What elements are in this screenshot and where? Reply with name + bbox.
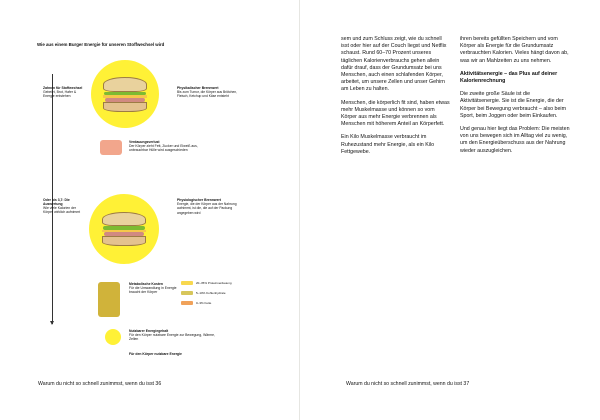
paragraph: ihren bereits gefüllten Speichern und vom Körper als Energie für die Grundumsatz verbrauchten Kalorien. Vieles hängt davon ab, was wir an Mahlzeiten zu uns nehmen. xyxy=(460,36,569,64)
infographic-title: Wie aus einem Burger Energie für unseren Stoffwechsel wird xyxy=(37,42,165,47)
energy-icon xyxy=(105,329,121,345)
fat-bar: 0–3% Fette xyxy=(181,301,211,305)
right-column-1 xyxy=(341,36,451,162)
digestion-icon xyxy=(100,140,122,155)
carbohydrate-bar: 5–10% Kohlenhydrate xyxy=(181,291,226,295)
right-book-page xyxy=(300,0,600,420)
stage-5-label: Nutzbarer Energiegehalt Für den Körper nutzbare Energie zur Bewegung, Wärme, Zellen xyxy=(129,329,215,341)
burger-energy-infographic xyxy=(33,32,253,362)
right-page-footer: Warum du nicht so schnell zunimmst, wenn du isst 37 xyxy=(346,381,470,387)
stage-3-callout: Physiologischer Brennwert Energie, die der Körper aus der Nahrung aufnimmt, ist die, die auf der Packung angegeben wird xyxy=(177,198,237,215)
stage-4-label: Metabolische Kosten Für die Umwandlung in Energie braucht der Körper xyxy=(129,282,177,294)
protein-bar: 20–35% Proteinverdauung xyxy=(181,281,232,285)
paragraph: sem und zum Schluss zeigt, wie du schnell isst oder hier auf der Couch liegst und Netflix schaust. Rund 60–70 Prozent unseres täglichen Kalorienverbrauchs gehen allein dafür drauf, dass der Grundumsatz bei uns Menschen, auch einen schlafenden Körper, arbeitet, um unsere Zellen und unser Gehirn am Leben zu halten. xyxy=(341,36,447,93)
stage-2-label: Verdauungsverlust Der Körper zieht Fett, Zucker und Eiweiß aus, unbrauchbar Hülle wird ausgeschieden xyxy=(129,140,198,152)
left-page-footer: Warum du nicht so schnell zunimmst, wenn du isst 36 xyxy=(38,381,162,387)
paragraph: Und genau hier liegt das Problem: Die meisten von uns bewegen sich im Alltag viel zu wenig, um den Energieüberschuss aus der Nahrung wieder auszugleichen. xyxy=(460,126,570,154)
stage-1-label: Zahnen für Stoffwechsel Gebeizt, Brot, Hafer & Energie entstehen xyxy=(43,86,83,98)
main-burger-illustration xyxy=(103,77,147,112)
paragraph: Ein Kilo Muskelmasse verbraucht im Ruhezustand mehr Energie, als ein Kilo Fettgewebe. xyxy=(341,134,435,155)
stage-1-callout: Physikalischer Brennwert Bis zum Tumor, die Körper aus Brötchen, Fleisch, Ketchup und Käse entsteht xyxy=(177,86,238,99)
paragraph: Menschen, die körperlich fit sind, haben etwas mehr Muskelmasse und können so vom Körper aus mehr Energie verbrennen als Menschen mit höherem Anteil an Körperfett. xyxy=(341,99,450,128)
section-heading: Aktivitätsenergie – das Plus auf deiner Kalorienrechnung xyxy=(460,70,558,85)
paragraph: Die zweite große Säule ist die Aktivitätsenergie. Sie ist die Energie, die der Körper bei Bewegung verbraucht – also beim Sport, beim Joggen oder beim Einkaufen. xyxy=(460,91,566,119)
right-column-2 xyxy=(460,36,570,161)
stage-3-label: Oder bis 3,7: Die Auswertung Wie viele Kalorien der Körper wirklich aufnimmt xyxy=(43,198,81,214)
metabolism-stack-icon xyxy=(98,282,120,317)
second-burger-illustration xyxy=(102,212,146,246)
stage-5-callout: Für den Körper nutzbare Energie xyxy=(129,352,182,356)
